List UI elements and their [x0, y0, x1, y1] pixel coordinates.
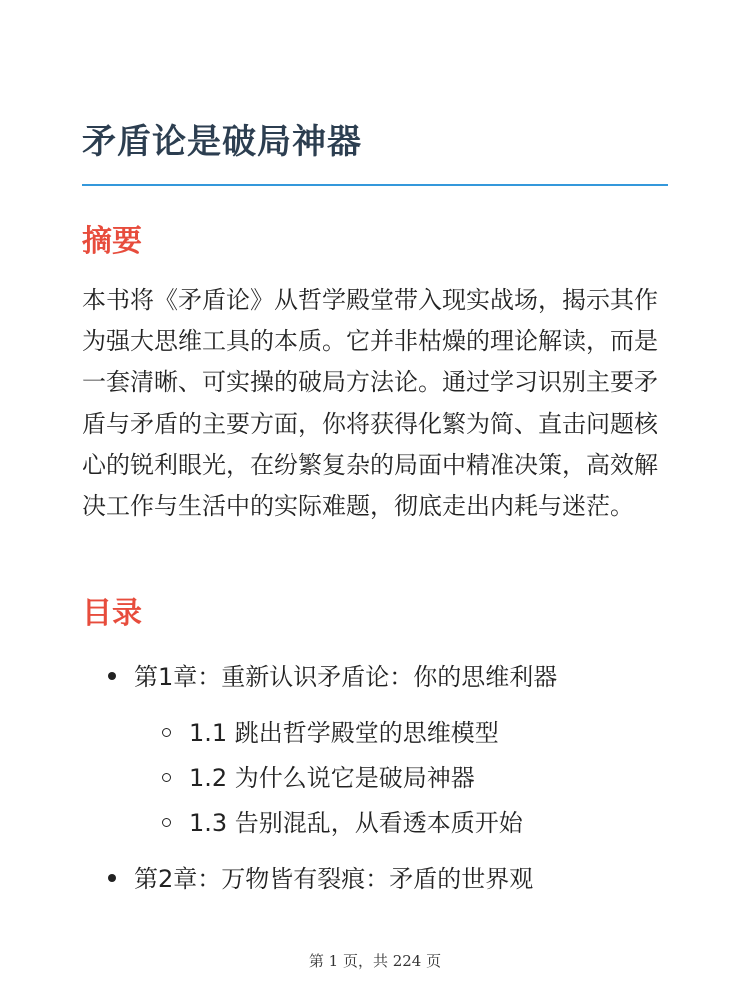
- toc-chapter-label: 第1章：重新认识矛盾论：你的思维利器: [134, 663, 558, 691]
- bullet-disc-icon: [108, 874, 116, 882]
- toc-section-1-3[interactable]: [162, 806, 523, 840]
- toc-section-label: 1.1 跳出哲学殿堂的思维模型: [189, 719, 499, 747]
- toc-section-1-1[interactable]: [162, 716, 499, 750]
- document-title: 矛盾论是破局神器: [82, 122, 362, 162]
- bullet-circle-icon: [162, 728, 171, 737]
- toc-section-1-2[interactable]: [162, 761, 475, 795]
- bullet-circle-icon: [162, 773, 171, 782]
- title-divider: [82, 184, 668, 186]
- toc-chapter-label: 第2章：万物皆有裂痕：矛盾的世界观: [134, 865, 534, 893]
- toc-chapter-1[interactable]: [108, 660, 557, 694]
- summary-heading: 摘要: [82, 224, 142, 259]
- bullet-disc-icon: [108, 672, 116, 680]
- toc-section-label: 1.3 告别混乱，从看透本质开始: [189, 809, 523, 837]
- toc-section-label: 1.2 为什么说它是破局神器: [189, 764, 475, 792]
- bullet-circle-icon: [162, 818, 171, 827]
- toc-chapter-2[interactable]: [108, 862, 533, 896]
- page-number-footer: 第 1 页，共 224 页: [308, 952, 442, 970]
- toc-heading: 目录: [82, 596, 142, 631]
- summary-paragraph: 本书将《矛盾论》从哲学殿堂带入现实战场，揭示其作为强大思维工具的本质。它并非枯燥的理论解读，而是一套清晰、可实操的破局方法论。通过学习识别主要矛盾与矛盾的主要方面，你将获得化繁为简、直击问题核心的锐利眼光，在纷繁复杂的局面中精准决策，高效解决工作与生活中的实际难题，彻底走出内耗与迷茫。: [82, 286, 658, 521]
